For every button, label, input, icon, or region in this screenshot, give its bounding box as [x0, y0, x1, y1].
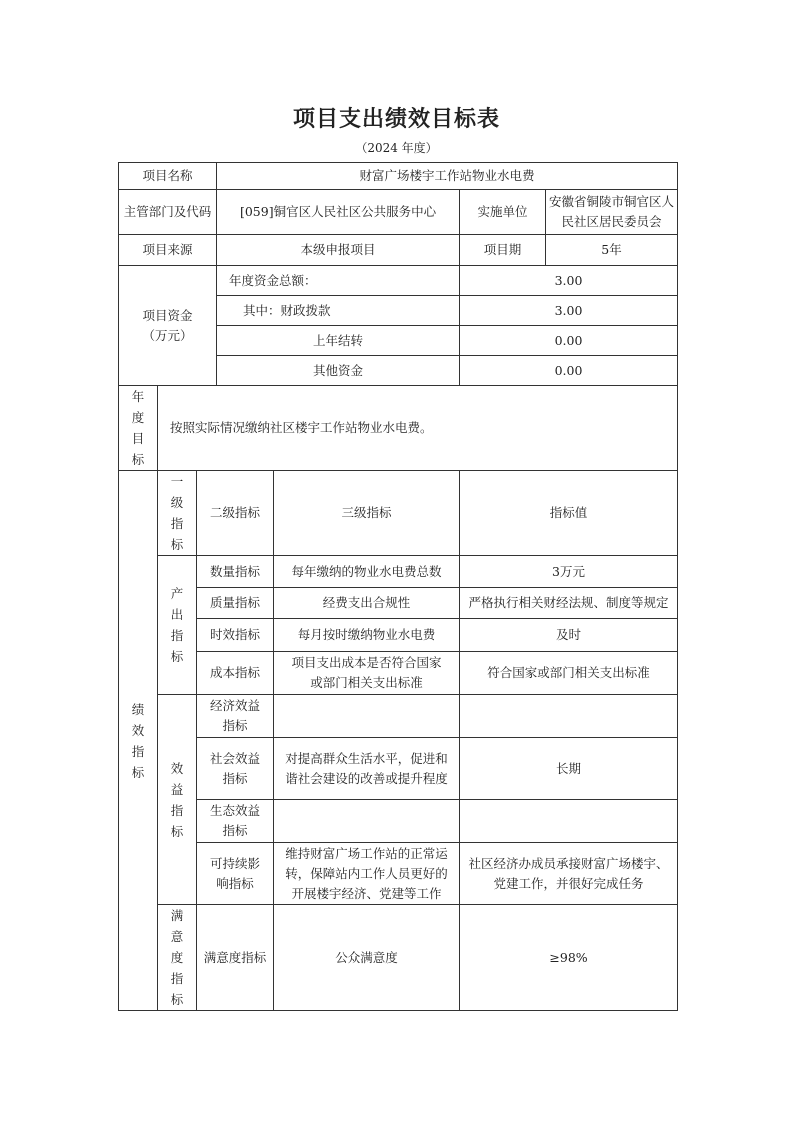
header-val: 指标值 — [460, 471, 678, 556]
satisfaction-label: 满意度指标 — [158, 905, 197, 1011]
goal-label: 年度目标 — [119, 386, 158, 471]
l3-cell: 对提高群众生活水平，促进和谐社会建设的改善或提升程度 — [274, 738, 460, 800]
l3-cell: 每年缴纳的物业水电费总数 — [274, 556, 460, 588]
project-name-label: 项目名称 — [119, 163, 217, 190]
l3-cell — [274, 800, 460, 843]
l2-cell: 满意度指标 — [197, 905, 274, 1011]
l3-cell — [274, 695, 460, 738]
l2-cell: 质量指标 — [197, 588, 274, 619]
value-cell: 社区经济办成员承接财富广场楼宇、党建工作，并很好完成任务 — [460, 843, 678, 905]
fund-value: 3.00 — [460, 266, 678, 296]
fund-label: 其中：财政拨款 — [217, 296, 460, 326]
funds-label: 项目资金（万元） — [119, 266, 217, 386]
source: 本级申报项目 — [217, 235, 460, 266]
l2-cell: 成本指标 — [197, 652, 274, 695]
value-cell: 符合国家或部门相关支出标准 — [460, 652, 678, 695]
value-cell — [460, 800, 678, 843]
impl-label: 实施单位 — [460, 190, 546, 235]
project-name: 财富广场楼宇工作站物业水电费 — [217, 163, 678, 190]
header-l1: 一级指标 — [158, 471, 197, 556]
l3-cell: 经费支出合规性 — [274, 588, 460, 619]
dept: [059]铜官区人民社区公共服务中心 — [217, 190, 460, 235]
impl: 安徽省铜陵市铜官区人民社区居民委员会 — [546, 190, 678, 235]
period-label: 项目期 — [460, 235, 546, 266]
value-cell: 严格执行相关财经法规、制度等规定 — [460, 588, 678, 619]
l3-cell: 维持财富广场工作站的正常运转，保障站内工作人员更好的开展楼宇经济、党建等工作 — [274, 843, 460, 905]
l2-cell: 数量指标 — [197, 556, 274, 588]
l2-cell: 可持续影响指标 — [197, 843, 274, 905]
year-subtitle: （2024 年度） — [355, 141, 438, 155]
fund-label: 年度资金总额： — [217, 266, 460, 296]
page-title: 项目支出绩效目标表 — [292, 106, 500, 132]
value-cell: 长期 — [460, 738, 678, 800]
l3-cell: 每月按时缴纳物业水电费 — [274, 619, 460, 652]
performance-table — [118, 162, 678, 1011]
fund-label: 上年结转 — [217, 326, 460, 356]
benefit-label: 效益指标 — [158, 695, 197, 905]
fund-value: 0.00 — [460, 326, 678, 356]
l2-cell: 生态效益指标 — [197, 800, 274, 843]
fund-value: 0.00 — [460, 356, 678, 386]
fund-label: 其他资金 — [217, 356, 460, 386]
header-l3: 三级指标 — [274, 471, 460, 556]
l3-cell: 公众满意度 — [274, 905, 460, 1011]
value-cell: 3万元 — [460, 556, 678, 588]
l2-cell: 社会效益指标 — [197, 738, 274, 800]
value-cell: 及时 — [460, 619, 678, 652]
output-label: 产出指标 — [158, 556, 197, 695]
value-cell: ≥98% — [460, 905, 678, 1011]
goal: 按照实际情况缴纳社区楼宇工作站物业水电费。 — [158, 386, 678, 471]
l2-cell: 时效指标 — [197, 619, 274, 652]
value-cell — [460, 695, 678, 738]
l2-cell: 经济效益指标 — [197, 695, 274, 738]
dept-label: 主管部门及代码 — [119, 190, 217, 235]
l3-cell: 项目支出成本是否符合国家或部门相关支出标准 — [274, 652, 460, 695]
fund-value: 3.00 — [460, 296, 678, 326]
source-label: 项目来源 — [119, 235, 217, 266]
period: 5年 — [546, 235, 678, 266]
header-l2: 二级指标 — [197, 471, 274, 556]
perf-label: 绩效指标 — [119, 471, 158, 1011]
